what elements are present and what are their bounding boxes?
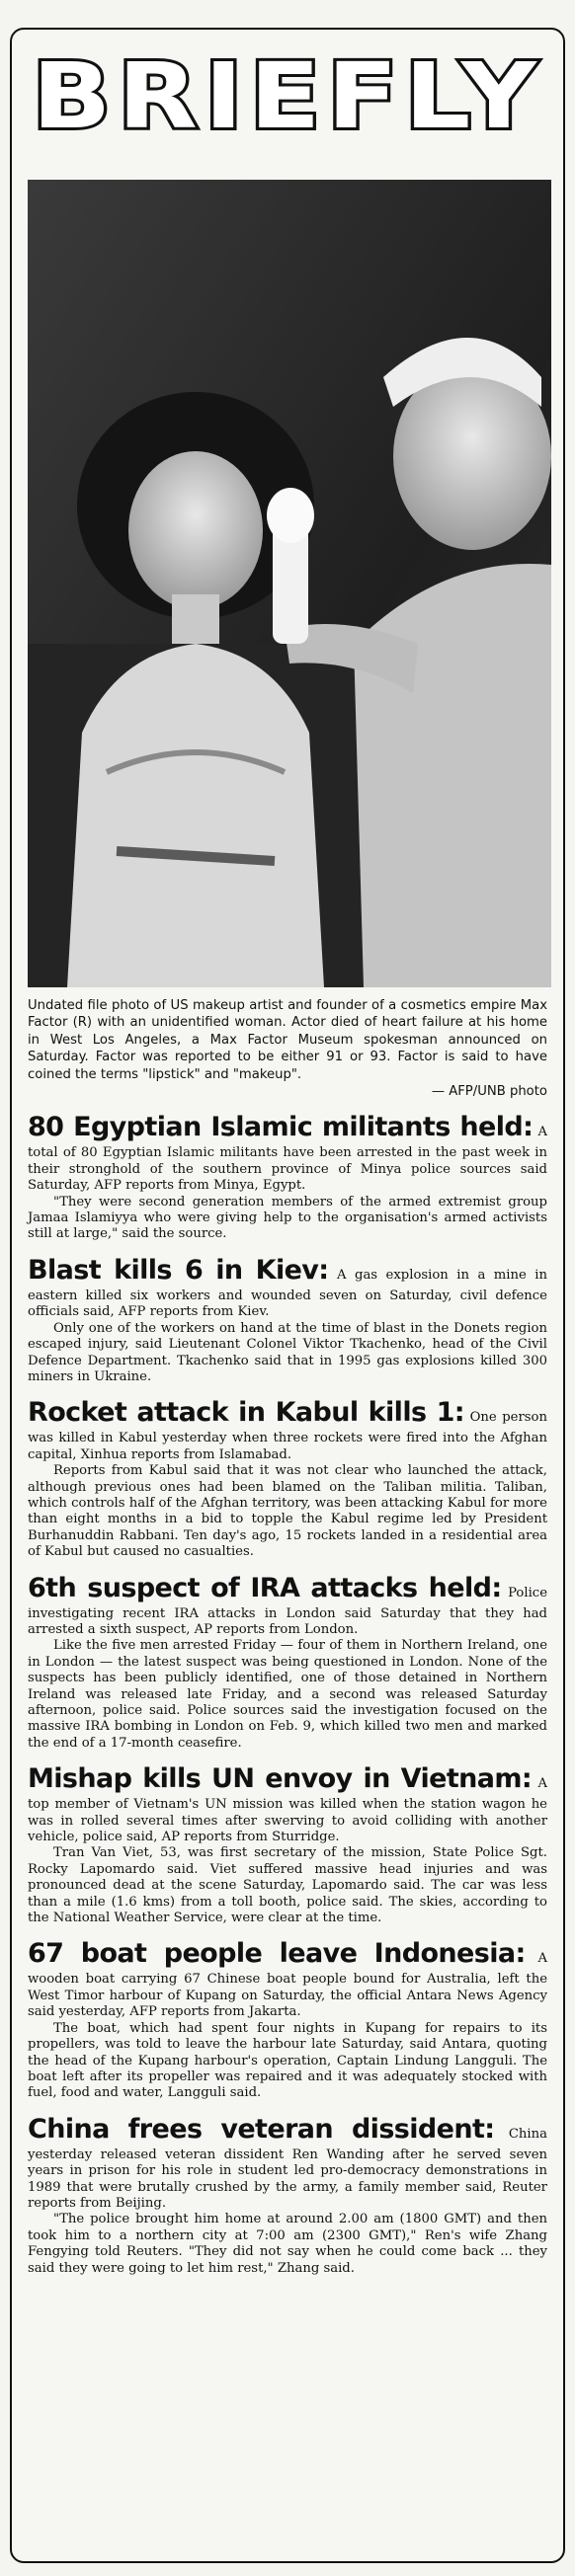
story-paragraph: "They were second generation members of the armed extremist group Jamaa Islamiyya who were giving help to the organisation's armed activists still at large," said the source.	[28, 1194, 547, 1242]
story-lead: One person was killed in Kabul yesterday when three rockets were fired into the Afghan capital, Xinhua reports from Islamabad.	[28, 1410, 547, 1462]
story-lead: A total of 80 Egyptian Islamic militants have been arrested in the past week in their stronghold of the southern province of Minya police sources said Saturday, AFP reports from Minya, Egypt.	[28, 1125, 547, 1194]
story-paragraph: Like the five men arrested Friday — four of them in Northern Ireland, one in London — the latest suspect was being questioned in London. None of the suspects has been publicly identified, one of those detained in Northern Ireland was released late Friday, and a second was released Saturday afternoon, police said. Police sources said the investigation focused on the massive IRA bombing in London on Feb. 9, which killed two men and marked the end of a 17-month ceasefire.	[28, 1638, 547, 1751]
story-lead: A wooden boat carrying 67 Chinese boat people bound for Australia, left the West Timor harbour of Kupang on Saturday, the official Antara News Agency said yesterday, AFP reports from Jakarta.	[28, 1951, 547, 2020]
masthead-title: BRIEFLY	[32, 43, 543, 149]
story-headline: Blast kills 6 in Kiev:	[28, 1254, 329, 1286]
story-paragraph: Reports from Kabul said that it was not clear who launched the attack, although previous ones had been blamed on the Taliban militia. Taliban, which controls half of the Afghan territory, was been attacking Kabul for more than eight months in a bid to topple the Kabul regime led by President Burhanuddin Rabbani. Ten day's ago, 15 rockets landed in a residential area of Kabul but caused no casualties.	[28, 1463, 547, 1560]
story-vietnam	[28, 1761, 547, 1926]
story-headline: China frees veteran dissident:	[28, 2113, 495, 2145]
story-kabul	[28, 1395, 547, 1560]
story-paragraph: "The police brought him home at around 2.00 am (1800 GMT) and then took him to a northern city at 7:00 am (2300 GMT)," Ren's wife Zhang Fengying told Reuters. "They did not say when he could come back ... they said they were going to let him rest," Zhang said.	[28, 2212, 547, 2276]
story-china	[28, 2112, 547, 2277]
story-lead: China yesterday released veteran dissident Ren Wanding after he served seven years in prison for his role in student led pro-democracy demonstrations in 1989 that were brutally crushed by the army, a family member said, Reuter reports from Beijing.	[28, 2126, 547, 2211]
news-photo	[28, 180, 551, 987]
story-paragraph: Only one of the workers on hand at the time of blast in the Donets region escaped injury, said Lieutenant Colonel Viktor Tkachenko, head of the Civil Defence Department. Tkachenko said that in 1995 gas explosions killed 300 miners in Ukraine.	[28, 1320, 547, 1384]
story-kiev	[28, 1253, 547, 1385]
photo-image	[28, 180, 551, 987]
briefly-column	[10, 28, 565, 2563]
masthead	[28, 43, 547, 150]
story-paragraph: The boat, which had spent four nights in Kupang for repairs to its propellers, was told to leave the harbour late Saturday, said Antara, quoting the head of the Kupang harbour's operation, Captain Lindung Langguli. The boat left after its propeller was repaired and it was adequately stocked with fuel, food and water, Langguli said.	[28, 2020, 547, 2101]
photo-caption	[28, 997, 547, 1100]
photo-credit: — AFP/UNB photo	[431, 1084, 547, 1100]
story-headline: Rocket attack in Kabul kills 1:	[28, 1397, 465, 1429]
story-lead: A top member of Vietnam's UN mission was killed when the station wagon he was in rolled several times after swerving to avoid colliding with another vehicle, police said, AP reports from Sturridge.	[28, 1776, 547, 1845]
story-headline: 67 boat people leave Indonesia:	[28, 1938, 526, 1970]
story-headline: 6th suspect of IRA attacks held:	[28, 1572, 502, 1603]
story-headline: Mishap kills UN envoy in Vietnam:	[28, 1763, 533, 1795]
story-indonesia	[28, 1936, 547, 2101]
caption-text: Undated file photo of US makeup artist and founder of a cosmetics empire Max Factor (R) with an unidentified woman. Actor died of heart failure at his home in West Los Angeles, a Max Factor Museum spokesman announced on Saturday. Factor was reported to be either 91 or 93. Factor is said to have coined the terms "lipstick" and "makeup".	[28, 998, 547, 1082]
story-egypt	[28, 1110, 547, 1242]
story-paragraph: Tran Van Viet, 53, was first secretary of the mission, State Police Sgt. Rocky Lapomardo said. Viet suffered massive head injuries and was pronounced dead at the scene Saturday, Lapomardo said. The car was less than a mile (1.6 kms) from a toll booth, police said. The skies, according to the National Weather Service, were clear at the time.	[28, 1845, 547, 1926]
story-headline: 80 Egyptian Islamic militants held:	[28, 1112, 534, 1143]
story-ira	[28, 1571, 547, 1753]
story-lead: Police investigating recent IRA attacks in London said Saturday that they had arrested a sixth suspect, AP reports from London.	[28, 1585, 547, 1637]
story-lead: A gas explosion in a mine in eastern killed six workers and wounded seven on Saturday, civil defence officials said, AFP reports from Kiev.	[28, 1267, 548, 1320]
